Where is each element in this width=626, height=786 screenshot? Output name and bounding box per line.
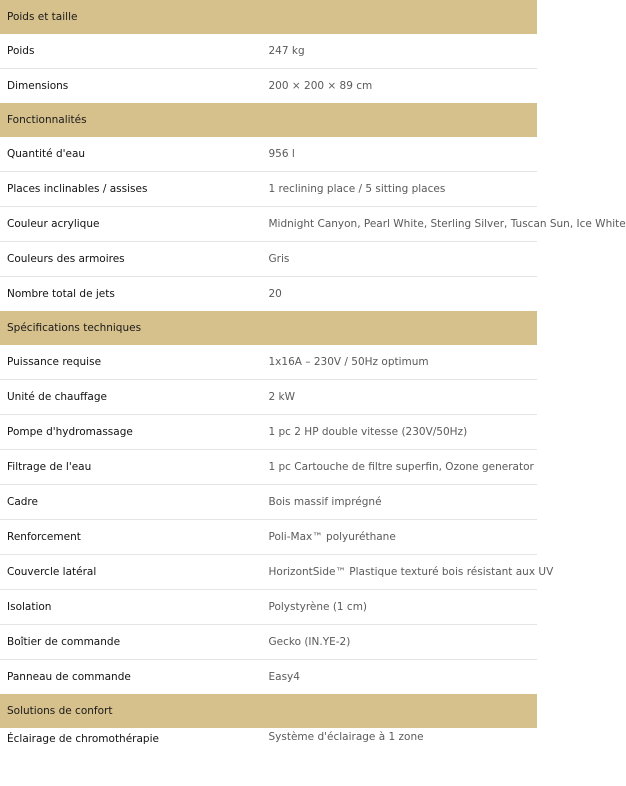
spec-row-places [0,172,537,207]
spec-value: Gris [269,242,538,277]
section-title: Fonctionnalités [0,103,537,137]
spec-row-isolation [0,590,537,625]
section-title: Solutions de confort [0,694,537,728]
spec-value: 20 [268,288,282,300]
spec-value: 1x16A – 230V / 50Hz optimum [269,345,538,380]
spec-row-couleur-acrylique [0,207,537,242]
spec-label: Couleurs des armoires [0,242,269,277]
spec-row-quantite-eau [0,137,537,172]
section-header-fonctionnalites [0,103,537,137]
spec-row-cadre [0,485,537,520]
spec-value: Polystyrène (1 cm) [269,590,538,625]
spec-label: Renforcement [0,520,269,555]
spec-label: Panneau de commande [7,671,131,683]
spec-row-nombre-jets [0,277,537,312]
spec-value: Midnight Canyon, Pearl White, Sterling Silver, Tuscan Sun, Ice White [269,207,538,242]
section-header-confort [0,694,537,728]
spec-label: Dimensions [7,80,69,92]
spec-label: Pompe d'hydromassage [0,415,269,450]
spec-row-panneau [0,660,537,695]
spec-label: Poids [0,34,269,69]
spec-label: Couvercle latéral [0,555,269,590]
spec-label: Puissance requise [0,345,269,380]
spec-row-dimensions [0,69,537,104]
spec-value: 1 pc 2 HP double vitesse (230V/50Hz) [269,415,538,450]
spec-label: Isolation [0,590,269,625]
spec-row-renforcement [0,520,537,555]
spec-row-boitier [0,625,537,660]
spec-label: Filtrage de l'eau [0,450,269,485]
spec-value: Poli-Max™ polyuréthane [269,520,538,555]
spec-label: Couleur acrylique [0,207,269,242]
spec-value: 1 pc Cartouche de filtre superfin, Ozone generator [269,450,538,485]
spec-row-poids [0,34,537,69]
spec-label: Éclairage de chromothérapie [7,733,159,745]
section-header-poids-taille [0,0,537,34]
spec-value: Bois massif imprégné [269,485,538,520]
spec-row-filtrage [0,450,537,485]
spec-value: 956 l [269,137,538,172]
spec-label: Places inclinables / assises [0,172,269,207]
spec-value: 200 × 200 × 89 cm [268,80,373,92]
spec-value: 247 kg [269,34,538,69]
spec-row-pompe [0,415,537,450]
spec-row-eclairage [0,728,537,776]
spec-value: 1 reclining place / 5 sitting places [269,172,538,207]
spec-row-chauffage [0,380,537,415]
section-header-specifications [0,311,537,345]
spec-row-couleurs-armoires [0,242,537,277]
spec-value: Système d'éclairage à 1 zone [268,731,424,743]
spec-value: 2 kW [269,380,538,415]
spec-value: Gecko (IN.YE-2) [269,625,538,660]
spec-label: Unité de chauffage [0,380,269,415]
spec-row-puissance [0,345,537,380]
spec-label: Quantité d'eau [0,137,269,172]
section-title: Spécifications techniques [0,311,537,345]
spec-label: Nombre total de jets [7,288,115,300]
spec-value: HorizontSide™ Plastique texturé bois résistant aux UV [269,555,538,590]
section-title: Poids et taille [0,0,537,34]
spec-row-couvercle [0,555,537,590]
spec-label: Boîtier de commande [0,625,269,660]
spec-label: Cadre [0,485,269,520]
spec-value: Easy4 [268,671,300,683]
